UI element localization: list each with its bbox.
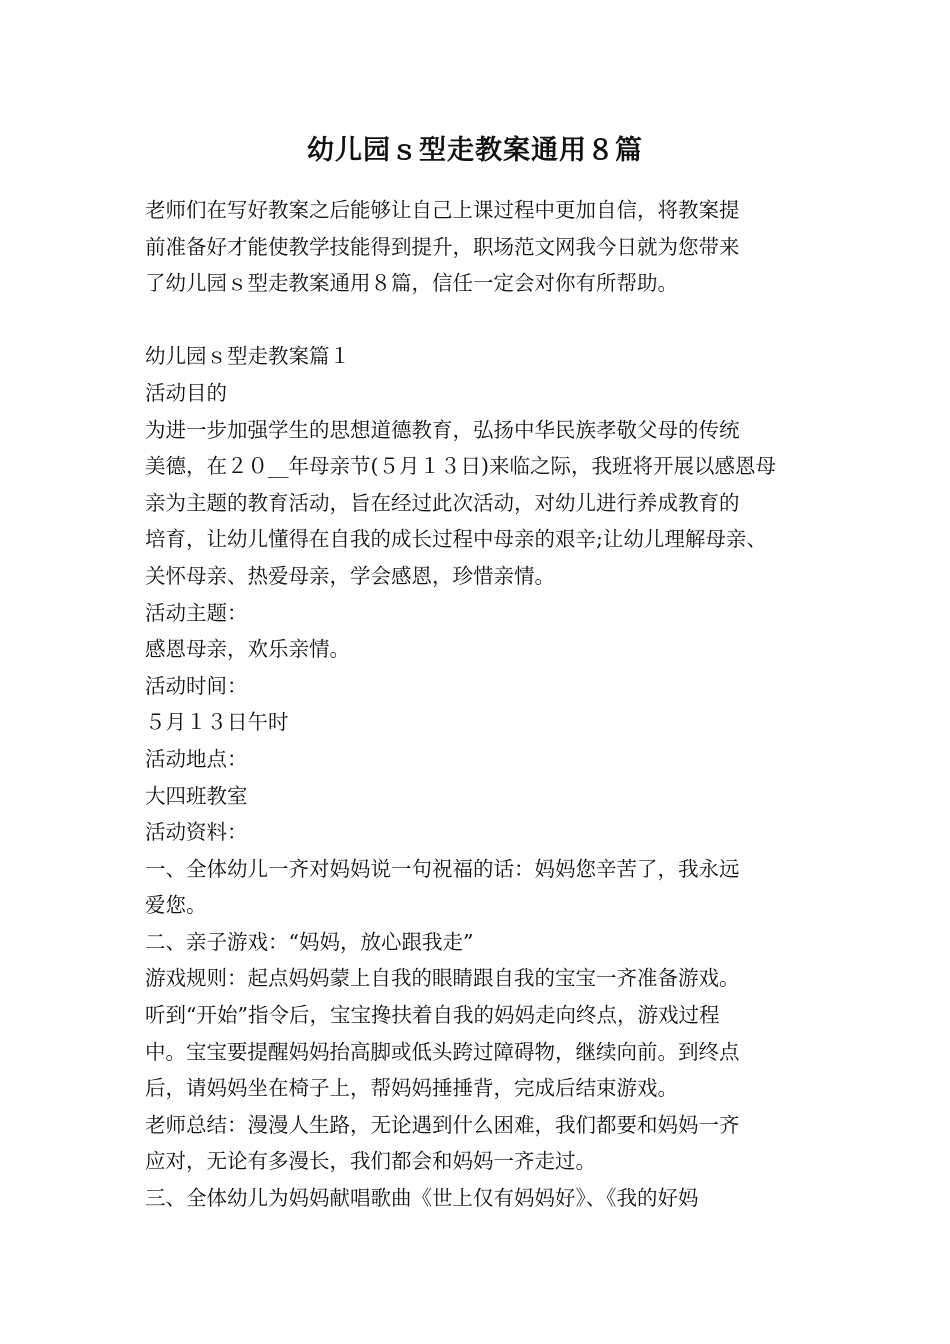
- body-line: 美德，在２０__年母亲节(５月１３日)来临之际，我班将开展以感恩母: [145, 454, 776, 479]
- body-line: 老师们在写好教案之后能够让自己上课过程中更加自信，将教案提: [145, 198, 740, 222]
- body-line: 亲为主题的教育活动，旨在经过此次活动，对幼儿进行养成教育的: [145, 490, 740, 515]
- body-line: 培育，让幼儿懂得在自我的成长过程中母亲的艰辛;让幼儿理解母亲、: [145, 527, 767, 552]
- body-line: 感恩母亲，欢乐亲情。: [145, 637, 350, 662]
- blank-line: [145, 302, 815, 339]
- body-line: 大四班教室: [145, 783, 248, 808]
- body-line: 听到“开始”指令后，宝宝搀扶着自我的妈妈走向终点，游戏过程: [145, 1003, 720, 1028]
- body-line: 活动时间：: [145, 673, 248, 698]
- body-line: 老师总结：漫漫人生路，无论遇到什么困难，我们都要和妈妈一齐: [145, 1112, 740, 1137]
- body-line: 为进一步加强学生的思想道德教育，弘扬中华民族孝敬父母的传统: [145, 417, 740, 442]
- body-line: 中。宝宝要提醒妈妈抬高脚或低头跨过障碍物，继续向前。到终点: [145, 1039, 740, 1064]
- body-line: 活动资料：: [145, 820, 248, 845]
- body-line: 活动主题：: [145, 600, 248, 625]
- body-line: 关怀母亲、热爱母亲，学会感恩，珍惜亲情。: [145, 563, 555, 588]
- body-line: 二、亲子游戏：“妈妈，放心跟我走”: [145, 929, 474, 954]
- document-body: [145, 192, 815, 1217]
- body-line: ５月１３日午时: [145, 710, 289, 735]
- body-line: 了幼儿园ｓ型走教案通用８篇，信任一定会对你有所帮助。: [145, 271, 678, 296]
- body-line: 活动目的: [145, 380, 227, 405]
- body-line: 后，请妈妈坐在椅子上，帮妈妈捶捶背，完成后结束游戏。: [145, 1076, 678, 1101]
- body-line: 应对，无论有多漫长，我们都会和妈妈一齐走过。: [145, 1149, 596, 1174]
- body-line: 前准备好才能使教学技能得到提升，职场范文网我今日就为您带来: [145, 234, 740, 259]
- body-line: 幼儿园ｓ型走教案篇１: [145, 344, 350, 369]
- body-line: 活动地点：: [145, 746, 248, 771]
- body-line: 一、全体幼儿一齐对妈妈说一句祝福的话：妈妈您辛苦了，我永远: [145, 856, 740, 881]
- body-line: 三、全体幼儿为妈妈献唱歌曲《世上仅有妈妈好》、《我的好妈: [145, 1186, 699, 1211]
- body-line: 爱您。: [145, 893, 207, 918]
- document-title: 幼儿园ｓ型走教案通用８篇: [307, 135, 643, 166]
- body-line: 游戏规则：起点妈妈蒙上自我的眼睛跟自我的宝宝一齐准备游戏。: [145, 966, 740, 991]
